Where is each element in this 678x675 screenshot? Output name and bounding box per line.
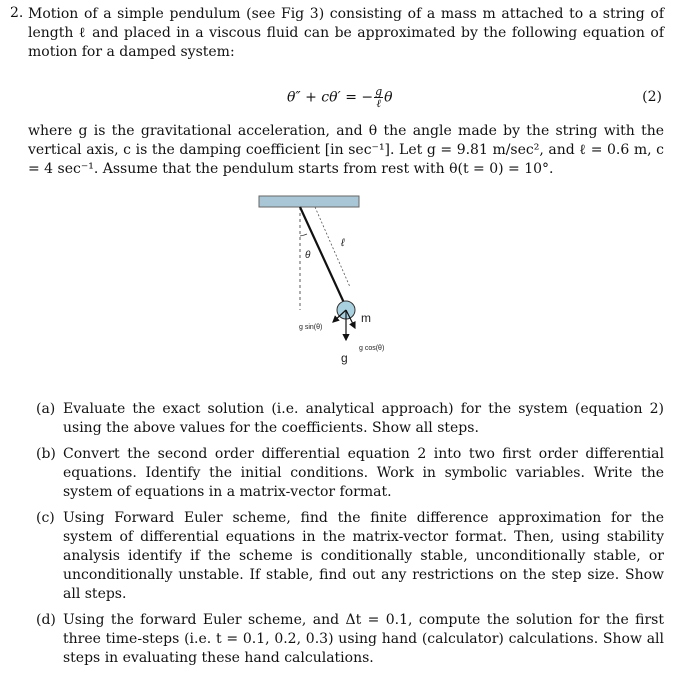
- part-b-label: (b): [36, 446, 56, 462]
- question-number: 2.: [10, 5, 24, 21]
- equation-lhs: θ″ + cθ′ = −: [287, 89, 374, 106]
- equation-fraction: [374, 86, 383, 109]
- part-d: [36, 611, 664, 668]
- part-a-text: Evaluate the exact solution (i.e. analytical approach) for the system (equation 2) using the above values for the coefficients. Show all steps.: [63, 401, 664, 436]
- equation-number: (2): [642, 89, 662, 105]
- question-definitions: where g is the gravitational acceleration, and θ the angle made by the string with the vertical axis, c is the damping coefficient [in sec⁻¹]. Let g = 9.81 m/sec², and ℓ = 0.6 m, c = 4 sec⁻¹. Assume that the pendulum starts from rest with θ(t = 0) = 10°.: [28, 123, 664, 177]
- part-c: [36, 509, 664, 604]
- part-a: [36, 400, 664, 438]
- gcos-label: g cos(θ): [359, 345, 385, 352]
- fraction-denominator: ℓ: [376, 97, 381, 110]
- theta-arc: [300, 234, 307, 236]
- equation-rhs-var: θ: [384, 89, 393, 106]
- part-b: [36, 445, 664, 502]
- part-b-text: Convert the second order differential equation 2 into two first order differential equations. Identify the initial conditions. Work in symbolic variables. Write the system of equations in a matrix-vector format.: [63, 446, 664, 500]
- part-a-label: (a): [36, 401, 56, 417]
- equation-body: [287, 86, 393, 109]
- fraction-numerator: g: [375, 85, 383, 98]
- length-label: ℓ: [341, 237, 345, 249]
- part-c-text: Using Forward Euler scheme, find the finite difference approximation for the system of differential equations in the matrix-vector format. Then, using stability analysis identify if the scheme is conditionally stable, unconditionally stable, or unconditionally unstable. If stable, find out any restrictions on the step size. Show all steps.: [63, 510, 664, 602]
- pendulum-figure: [255, 192, 415, 372]
- equation-2: [0, 82, 678, 116]
- ceiling-support: [259, 196, 359, 207]
- mass-label: m: [361, 311, 371, 325]
- theta-label: θ: [305, 250, 311, 261]
- part-c-label: (c): [36, 510, 55, 526]
- question-parts: [36, 400, 664, 675]
- g-label: g: [341, 351, 348, 365]
- question-intro: Motion of a simple pendulum (see Fig 3) consisting of a mass m attached to a string of length ℓ and placed in a viscous fluid can be approximated by the following equation of motion for a damped system:: [28, 6, 664, 60]
- part-d-label: (d): [36, 612, 56, 628]
- length-guide-line: [315, 207, 350, 287]
- part-d-text: Using the forward Euler scheme, and Δt = 0.1, compute the solution for the first three time-steps (i.e. t = 0.1, 0.2, 0.3) using hand (calculator) calculations. Show all steps in evaluating these hand calculations.: [63, 612, 664, 666]
- gsin-label: g sin(θ): [299, 324, 323, 331]
- pendulum-diagram: [255, 192, 415, 372]
